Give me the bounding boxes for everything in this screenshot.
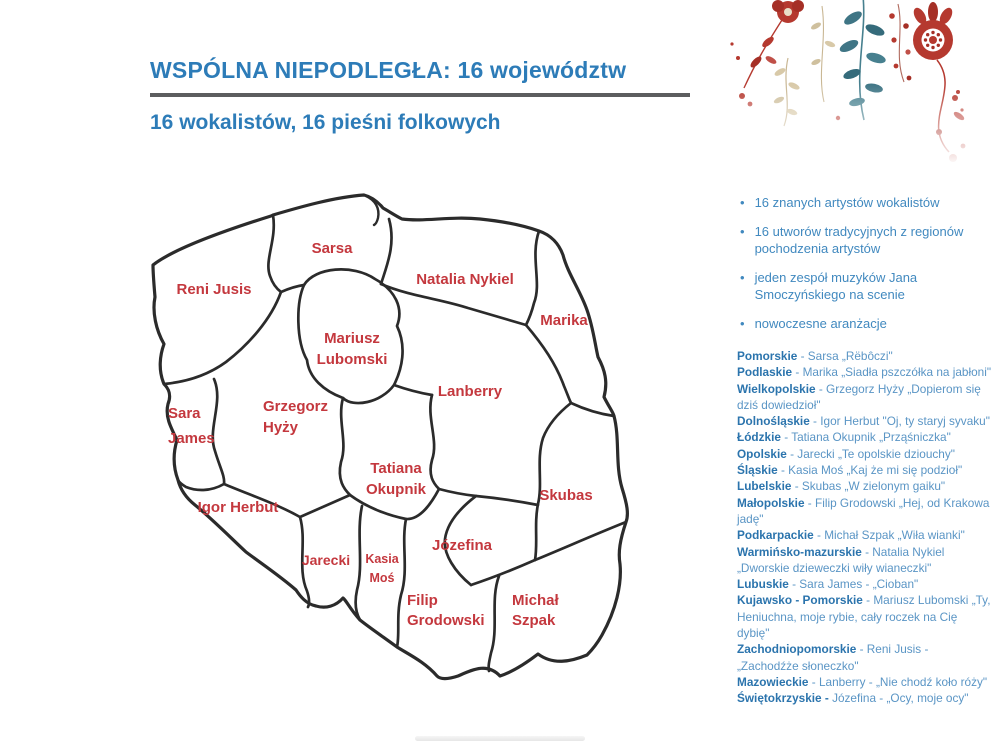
floral-decoration	[726, 0, 968, 166]
map-region-label: Skubas	[539, 487, 593, 504]
white-fade-overlay	[726, 0, 968, 166]
region-name: Świętokrzyskie -	[737, 691, 829, 706]
bullet-dot-icon: •	[740, 270, 745, 285]
map-region-label: Grzegorz Hyży	[263, 398, 329, 436]
bullet-dot-icon: •	[740, 224, 745, 239]
bullet-text: jeden zespół muzyków Jana Smoczyńskiego na scenie	[754, 270, 918, 302]
map-region-label: Kasia Moś	[365, 552, 399, 585]
page-title: WSPÓLNA NIEPODLEGŁA: 16 województw	[150, 57, 627, 83]
floral-art-svg	[726, 0, 968, 166]
map-region-label: Natalia Nykiel	[416, 271, 514, 288]
region-name: Dolnośląskie	[737, 414, 810, 429]
map-labels	[168, 240, 593, 629]
song-item: Świętokrzyskie - Józefina - „Ocy, moje ocy"	[737, 691, 969, 706]
page-subtitle: 16 wokalistów, 16 pieśni folkowych	[150, 111, 501, 134]
bullet-text: 16 utworów tradycyjnych z regionów pochodzenia artystów	[754, 224, 964, 256]
poland-map-svg	[150, 192, 685, 687]
region-name: Kujawsko - Pomorskie	[737, 593, 863, 608]
map-region-label: Józefina	[431, 537, 493, 554]
song-list	[737, 348, 992, 707]
map-region-label: Igor Herbut	[197, 499, 279, 516]
map-region-label: Filip Grodowski	[407, 592, 485, 629]
song-item: Dolnośląskie - Igor Herbut "Oj, ty staryj syvaku"	[737, 414, 990, 429]
region-name: Warmińsko-mazurskie	[737, 544, 862, 559]
region-name: Wielkopolskie	[737, 381, 816, 396]
region-name: Podkarpackie	[737, 528, 814, 543]
region-name: Łódzkie	[737, 430, 781, 445]
song-item: Łódzkie - Tatiana Okupnik „Prząśniczka"	[737, 430, 951, 445]
song-item: Śląskie - Kasia Moś „Kaj że mi się podzioł"	[737, 463, 963, 478]
map-region-label: Marika	[540, 312, 588, 329]
map-region-label: Tatiana Okupnik	[365, 460, 427, 498]
bullet-item	[740, 194, 982, 211]
bullet-item	[740, 269, 982, 303]
region-name: Śląskie	[737, 463, 778, 478]
bullet-item	[740, 315, 982, 332]
song-item: Pomorskie - Sarsa „Rëbôczi"	[737, 349, 893, 363]
song-item: Wielkopolskie - Grzegorz Hyży „Dopierom się dziś dowiedzioł"	[737, 381, 981, 412]
song-item: Lubuskie - Sara James - „Cioban"	[737, 577, 919, 592]
bullet-list	[740, 194, 982, 344]
region-name: Lubelskie	[737, 479, 792, 494]
region-name: Opolskie	[737, 446, 787, 461]
map-region-label: Reni Jusis	[176, 281, 252, 298]
song-item: Małopolskie - Filip Grodowski „Hej, od Krakowa jadę"	[737, 495, 990, 526]
bullet-item	[740, 223, 982, 257]
map-region-label: Lanberry	[437, 383, 503, 400]
song-item: Lubelskie - Skubas „W zielonym gaiku"	[737, 479, 946, 494]
bottom-edge-bar	[415, 736, 585, 741]
map-region-label: Jarecki	[301, 552, 351, 568]
song-item: Podlaskie - Marika „Siadła pszczółka na jabłoni"	[737, 365, 992, 380]
poland-map	[150, 192, 685, 687]
song-item: Warmińsko-mazurskie - Natalia Nykiel „Dworskie dzieweczki wiły wianeczki"	[737, 544, 945, 575]
region-name: Mazowieckie	[737, 674, 809, 689]
map-region-label: Sara James	[168, 405, 215, 447]
region-name: Pomorskie	[737, 349, 798, 363]
map-region-label: Mariusz Lubomski	[316, 330, 388, 368]
bullet-text: nowoczesne aranżacje	[754, 316, 887, 331]
bullet-dot-icon: •	[740, 195, 745, 210]
song-item: Opolskie - Jarecki „Te opolskie dziouchy"	[737, 446, 955, 461]
song-item: Zachodniopomorskie - Reni Jusis - „Zachodźże słoneczko"	[737, 642, 929, 673]
region-name: Lubuskie	[737, 577, 789, 592]
song-item: Mazowieckie - Lanberry - „Nie chodź koło róży"	[737, 674, 988, 689]
title-divider	[150, 93, 690, 97]
region-name: Podlaskie	[737, 365, 793, 380]
bullet-dot-icon: •	[740, 316, 745, 331]
song-item: Podkarpackie - Michał Szpak „Wiła wianki"	[737, 528, 965, 543]
region-name: Małopolskie	[737, 495, 805, 510]
region-name: Zachodniopomorskie	[737, 642, 857, 657]
map-region-label: Sarsa	[311, 240, 353, 257]
song-item: Kujawsko - Pomorskie - Mariusz Lubomski „Ty, Heniuchna, moje rybie, cały roczek na Cię dybię"	[737, 593, 991, 641]
bullet-text: 16 znanych artystów wokalistów	[754, 195, 940, 210]
map-region-label: Michał Szpak	[512, 592, 559, 629]
